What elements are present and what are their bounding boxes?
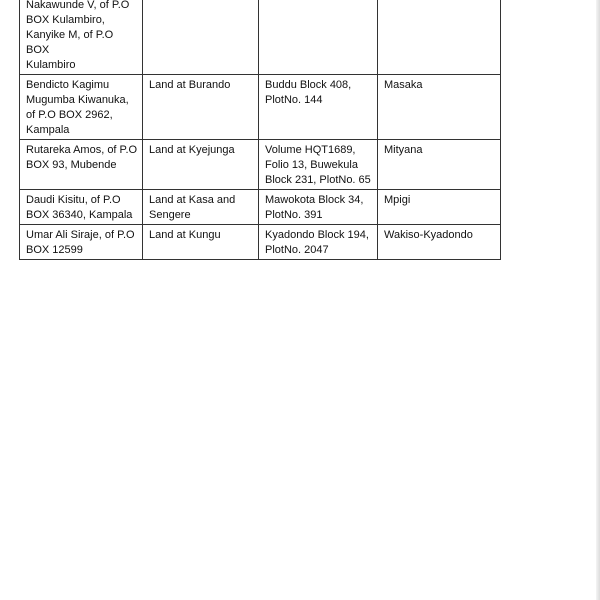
- block-plot-cell: Kyadondo Block 194, PlotNo. 2047: [259, 225, 378, 260]
- district-cell: Wakiso-Kyadondo: [378, 225, 501, 260]
- land-table: [19, 0, 501, 260]
- table-row: [20, 140, 501, 190]
- table-row: [20, 0, 501, 75]
- table-row: [20, 75, 501, 140]
- land-cell: Land at Kasa and Sengere: [143, 190, 259, 225]
- land-cell: Land at Kyejunga: [143, 140, 259, 190]
- district-cell: Mpigi: [378, 190, 501, 225]
- district-cell: [378, 0, 501, 75]
- owner-cell: Nakawunde V, of P.O BOX Kulambiro, Kanyike M, of P.O BOX Kulambiro: [20, 0, 143, 75]
- page-edge-shadow: [596, 0, 600, 600]
- table-row: [20, 190, 501, 225]
- land-cell: [143, 0, 259, 75]
- district-cell: Masaka: [378, 75, 501, 140]
- block-plot-cell: Buddu Block 408, PlotNo. 144: [259, 75, 378, 140]
- owner-cell: Daudi Kisitu, of P.O BOX 36340, Kampala: [20, 190, 143, 225]
- block-plot-cell: Volume HQT1689, Folio 13, Buwekula Block 231, PlotNo. 65: [259, 140, 378, 190]
- owner-cell: Bendicto Kagimu Mugumba Kiwanuka, of P.O BOX 2962, Kampala: [20, 75, 143, 140]
- block-plot-cell: Mawokota Block 34, PlotNo. 391: [259, 190, 378, 225]
- block-plot-cell: [259, 0, 378, 75]
- district-cell: Mityana: [378, 140, 501, 190]
- table-row: [20, 225, 501, 260]
- land-cell: Land at Burando: [143, 75, 259, 140]
- owner-cell: Rutareka Amos, of P.O BOX 93, Mubende: [20, 140, 143, 190]
- owner-cell: Umar Ali Siraje, of P.O BOX 12599: [20, 225, 143, 260]
- land-cell: Land at Kungu: [143, 225, 259, 260]
